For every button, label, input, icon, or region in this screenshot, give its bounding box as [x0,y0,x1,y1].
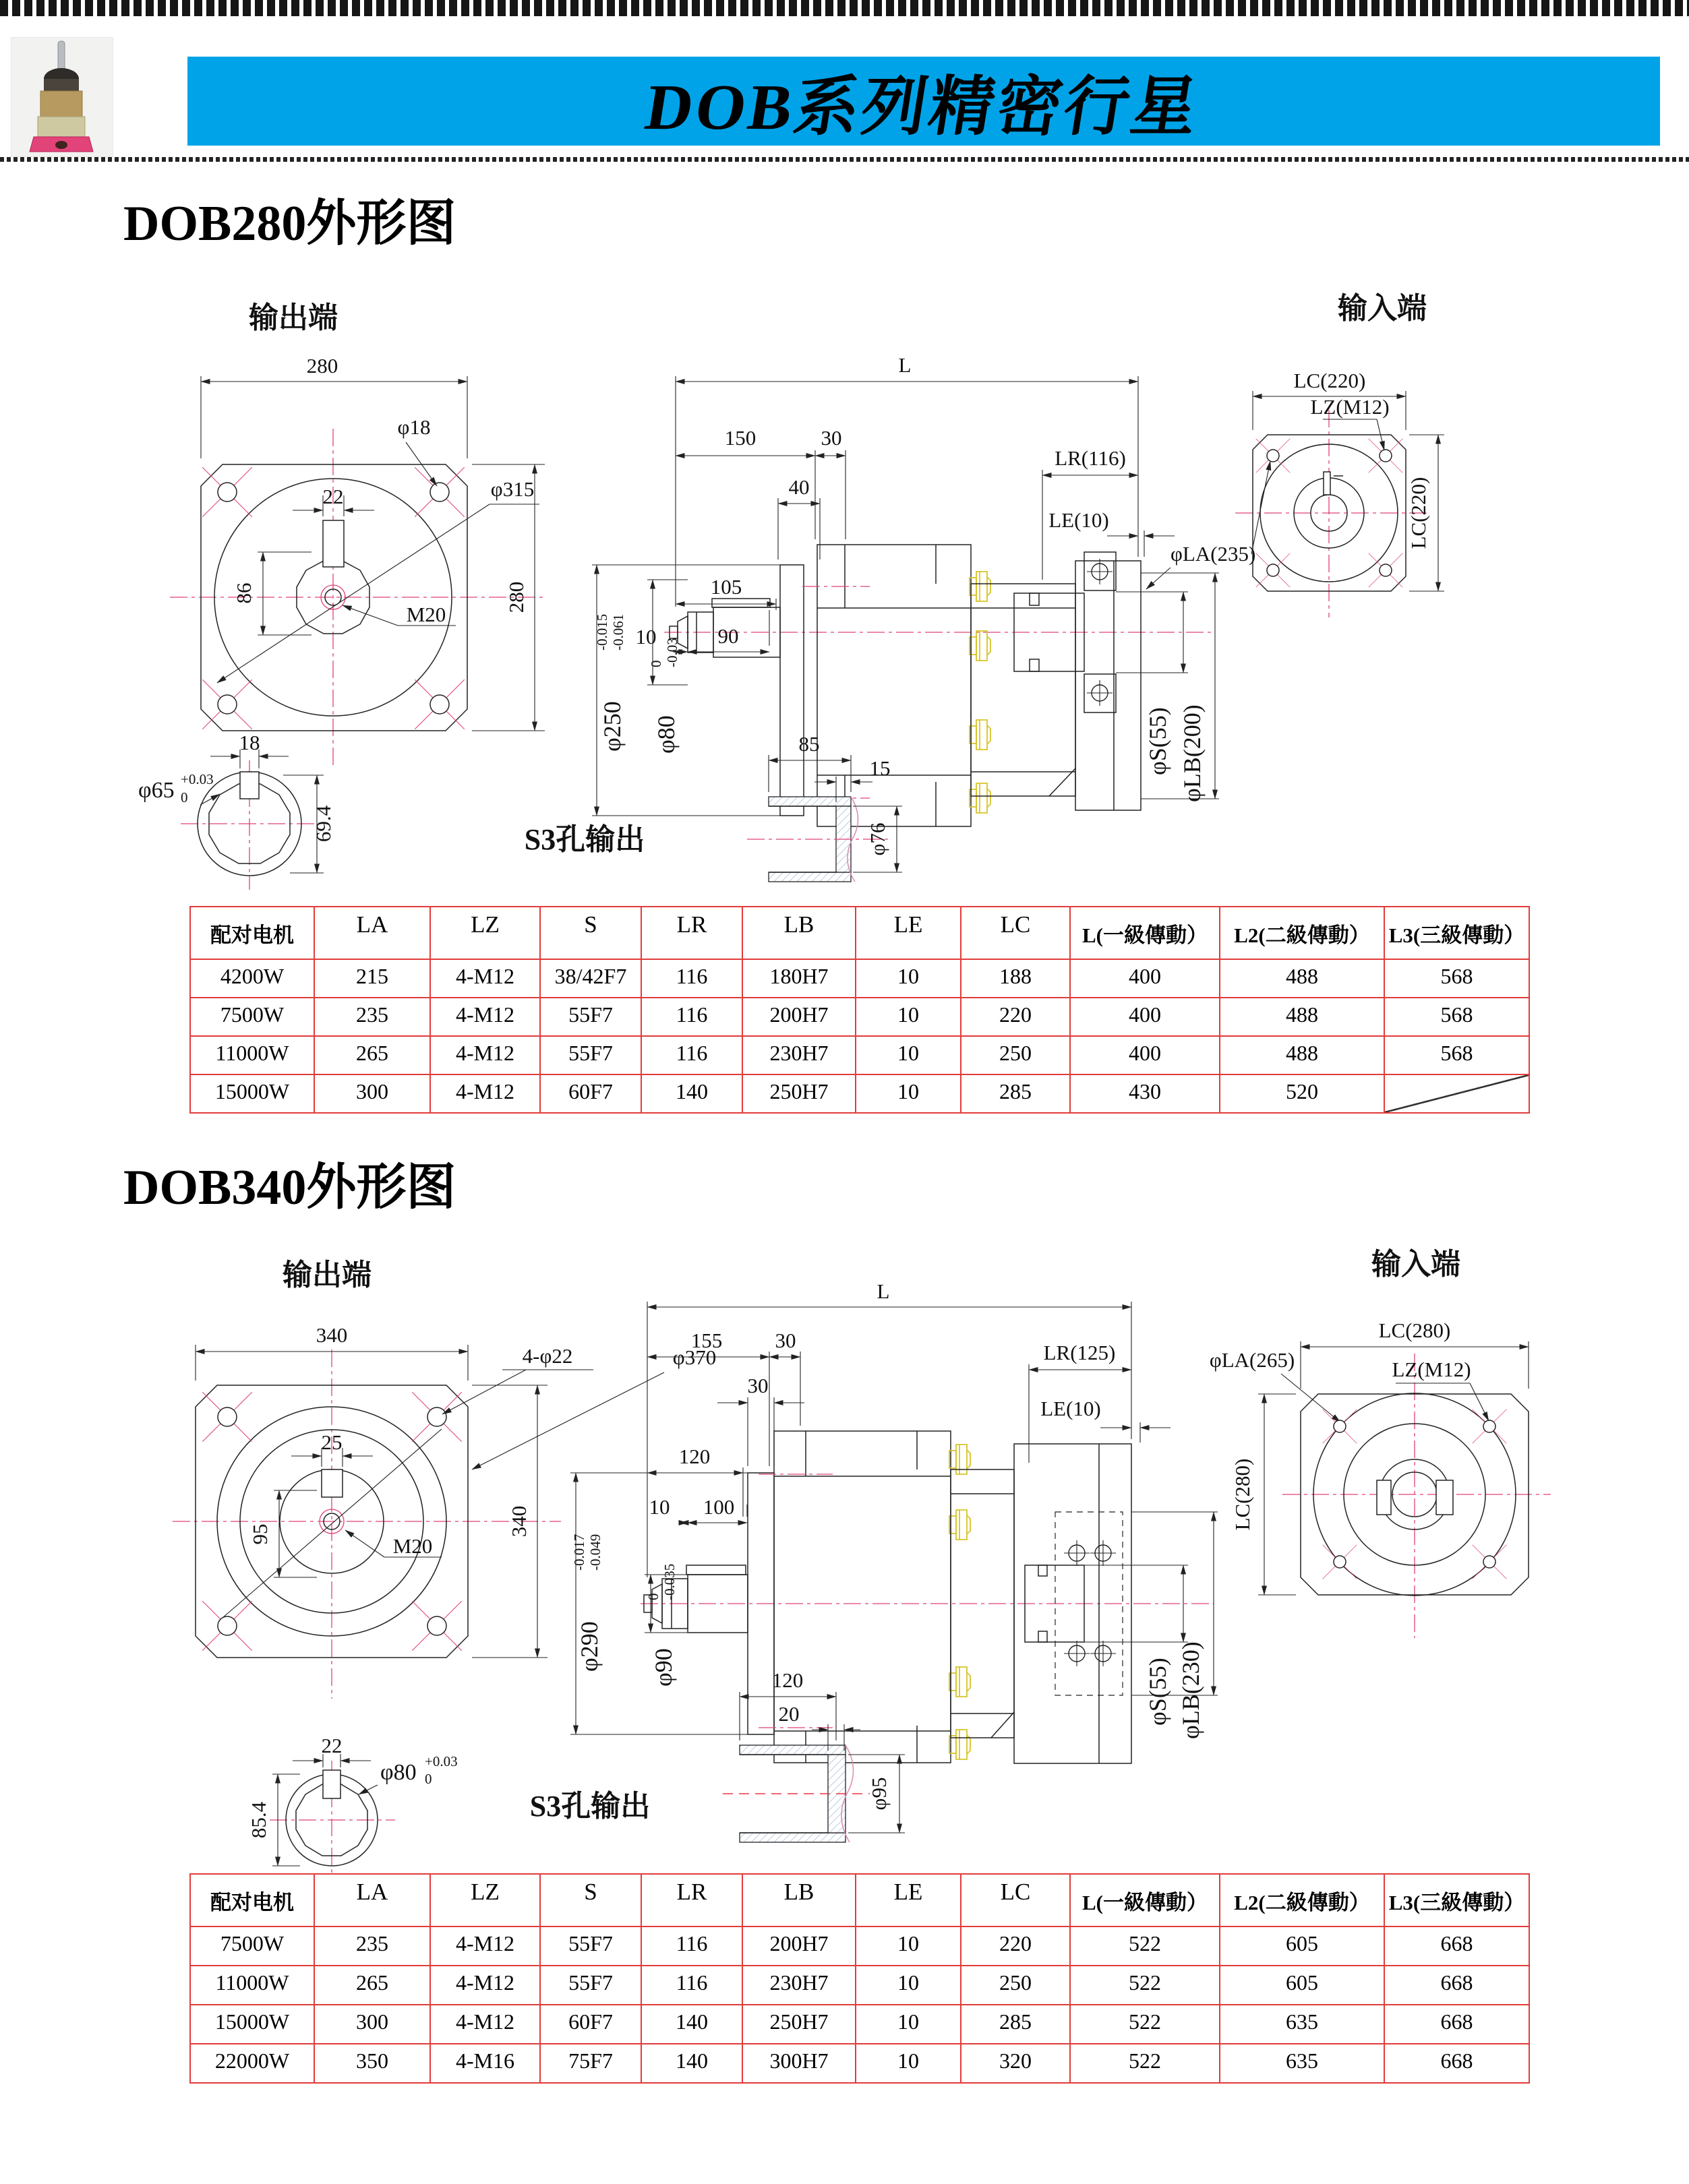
dim-label: 69.4 [312,805,335,843]
table-row [190,1927,1529,1966]
cell: 568 [1384,1036,1529,1074]
cell: 15000W [190,2005,314,2044]
cell: 10 [856,1036,961,1074]
dim-label: LC(280) [1378,1318,1451,1342]
cell: 522 [1070,1927,1220,1966]
dim-label: 280 [504,581,528,613]
cell: 568 [1384,959,1529,998]
cell: 522 [1070,2044,1220,2083]
cell: 235 [314,1927,430,1966]
cell: 522 [1070,2005,1220,2044]
col-header: LR [641,907,742,959]
dim-phiLB [1179,704,1206,802]
cell: 220 [961,1927,1070,1966]
cell: 140 [641,1074,742,1113]
dim-label: L [877,1279,890,1303]
dim-label: 85 [798,732,820,756]
dob340-spec-table [189,1873,1530,2084]
col-header: L3(三級傳動） [1384,907,1529,959]
svg-text:0: 0 [645,1593,661,1600]
table-row [190,959,1529,998]
cell: 116 [641,1036,742,1074]
col-header: LB [742,907,856,959]
dim-label: 105 [710,575,742,599]
col-header: L3(三級傳動） [1384,1874,1529,1927]
dob280-drawing [0,270,1689,905]
dob280-input-view [1235,369,1444,617]
cell: 522 [1070,1966,1220,2005]
cell: 605 [1220,1927,1384,1966]
cell: 75F7 [540,2044,641,2083]
dob280-input-end-label: 输入端 [1338,292,1427,325]
col-header: LZ [430,907,540,959]
col-header: LE [856,1874,961,1927]
cell: 235 [314,998,430,1036]
dim-label: 280 [306,354,338,377]
dim-label: LE(10) [1040,1397,1101,1420]
dim-label: 18 [239,731,260,754]
col-header: L(一級傳動） [1070,907,1220,959]
cell: 215 [314,959,430,998]
cell: 488 [1220,998,1384,1036]
cell: 320 [961,2044,1070,2083]
dim-phiS [1144,1658,1171,1726]
cell: 265 [314,1036,430,1074]
cell: 300 [314,1074,430,1113]
dim-label: φ370 [672,1345,717,1369]
cell: 188 [961,959,1070,998]
dim-tol: 0 [181,789,188,806]
cell: 300 [314,2005,430,2044]
cell: 4-M12 [430,2005,540,2044]
dim-label: φLA(235) [1171,542,1256,566]
col-header: LE [856,907,961,959]
cell: 7500W [190,1927,314,1966]
dim-label: 4-φ22 [522,1344,573,1368]
dob340-drawing [0,1234,1689,1874]
cell: 430 [1070,1074,1220,1113]
table-row [190,1966,1529,2005]
cell: 55F7 [540,1966,641,2005]
svg-text:-0.035: -0.035 [661,1563,678,1600]
dim-label: 150 [724,426,757,450]
dim-label: LZ(M12) [1310,395,1390,419]
dob280-s3-label: S3孔输出 [524,823,645,856]
table-header-row [190,1874,1529,1927]
cell: 488 [1220,959,1384,998]
cell: 668 [1384,2044,1529,2083]
dim-label: LC(220) [1406,477,1430,549]
svg-text:-0.017: -0.017 [571,1534,587,1571]
cell: 230H7 [742,1036,856,1074]
cell: 10 [856,1074,961,1113]
cell: 230H7 [742,1966,856,2005]
cell: 15000W [190,1074,314,1113]
dob280-output-end-label: 输出端 [249,301,338,334]
cell: 668 [1384,1927,1529,1966]
cell: 4-M12 [430,1966,540,2005]
dob280-bore-section [747,732,902,882]
cell: 250H7 [742,2005,856,2044]
cell: 11000W [190,1036,314,1074]
svg-text:φ250: φ250 [599,701,626,752]
dim-phi250 [594,614,626,752]
cell: 4200W [190,959,314,998]
dim-label: 15 [869,756,891,780]
cell: 140 [641,2044,742,2083]
product-photo [11,37,113,157]
dob280-front-view [170,354,545,768]
dim-label: LR(125) [1043,1341,1116,1364]
col-header: 配对电机 [190,1874,314,1927]
col-header: L2(二級傳動） [1220,907,1384,959]
cell: 4-M12 [430,998,540,1036]
cell: 4-M12 [430,959,540,998]
cell: 116 [641,998,742,1036]
col-header: LZ [430,1874,540,1927]
table-header-row [190,907,1529,959]
cell: 668 [1384,2005,1529,2044]
cell: 140 [641,2005,742,2044]
dim-label: 85.4 [247,1801,270,1839]
cell: 10 [856,1927,961,1966]
svg-text:φ290: φ290 [576,1621,603,1672]
dim-label: φ80 [380,1760,417,1785]
table-row [190,2044,1529,2083]
table-row [190,1036,1529,1074]
dim-label: 30 [775,1329,796,1352]
dim-label: 340 [316,1323,348,1347]
col-header: LB [742,1874,856,1927]
cell: 10 [856,998,961,1036]
dim-label: 10 [635,625,657,648]
cell: 60F7 [540,1074,641,1113]
cell: 55F7 [540,1036,641,1074]
dim-label: 90 [717,624,739,648]
dim-label: 95 [248,1523,272,1545]
dim-label: 22 [322,485,344,508]
col-header: LR [641,1874,742,1927]
cell: 220 [961,998,1070,1036]
dim-phi90 [645,1564,678,1687]
dotted-separator [0,157,1689,162]
cell: 300H7 [742,2044,856,2083]
table-row [190,2005,1529,2044]
dim-label: M20 [392,1534,433,1558]
dim-label: LC(220) [1293,369,1366,392]
dim-label: M20 [406,603,446,626]
dim-tol: +0.03 [425,1753,458,1769]
svg-text:φLB(230): φLB(230) [1177,1641,1204,1739]
dim-label: L [898,353,912,377]
cell: 668 [1384,1966,1529,2005]
dim-label: 86 [232,582,256,604]
dim-tol: +0.03 [181,771,214,787]
svg-text:-0.061: -0.061 [610,613,626,650]
cell: 7500W [190,998,314,1036]
cell: 635 [1220,2044,1384,2083]
dim-label: LR(116) [1055,446,1126,470]
dim-phiS [1144,707,1171,775]
svg-text:-0.03: -0.03 [664,638,680,667]
col-header: LC [961,1874,1070,1927]
cell: 116 [641,1927,742,1966]
dim-label: 30 [821,426,842,450]
cell: 605 [1220,1966,1384,2005]
col-header: LC [961,907,1070,959]
dim-phiLB [1177,1641,1204,1739]
cell: 4-M16 [430,2044,540,2083]
dim-label: 340 [507,1505,531,1538]
svg-text:-0.049: -0.049 [587,1534,603,1571]
cell: 4-M12 [430,1927,540,1966]
cell: 200H7 [742,998,856,1036]
dim-label: 22 [321,1734,343,1757]
cell: 285 [961,1074,1070,1113]
svg-text:φS(55): φS(55) [1144,1658,1171,1726]
dim-label: LE(10) [1048,508,1109,532]
cell: 400 [1070,998,1220,1036]
dim-label: LC(280) [1231,1458,1254,1531]
cell: 4-M12 [430,1074,540,1113]
col-header: L2(二級傳動） [1220,1874,1384,1927]
cell: 265 [314,1966,430,2005]
cell: 250 [961,1036,1070,1074]
cell: 200H7 [742,1927,856,1966]
dim-label: 120 [678,1445,711,1468]
dim-label: φ95 [867,1777,891,1811]
header-banner [187,57,1660,146]
svg-text:φ80: φ80 [653,715,680,754]
table-row [190,998,1529,1036]
cell: 55F7 [540,998,641,1036]
cell: 520 [1220,1074,1384,1113]
dim-label: 120 [771,1668,804,1692]
cell: 11000W [190,1966,314,2005]
cell: 568 [1384,998,1529,1036]
dim-label: φ76 [866,822,889,856]
cell: 250H7 [742,1074,856,1113]
dim-label: φ18 [397,415,431,439]
top-dashed-border [0,0,1689,16]
cell: 4-M12 [430,1036,540,1074]
dob280-side-view [592,353,1255,826]
svg-text:0: 0 [648,660,664,667]
table-row [190,1074,1529,1113]
cell-empty-diagonal [1384,1074,1529,1113]
dob280-title: DOB280外形图 [123,196,456,251]
cell: 10 [856,1966,961,2005]
dim-label: φ315 [490,477,535,501]
col-header: LA [314,907,430,959]
svg-text:-0.015: -0.015 [594,613,610,650]
cell: 60F7 [540,2005,641,2044]
cell: 350 [314,2044,430,2083]
dim-label: LZ(M12) [1392,1358,1471,1381]
svg-text:φS(55): φS(55) [1144,707,1171,775]
cell: 55F7 [540,1927,641,1966]
cell: 116 [641,1966,742,2005]
dim-label: φLA(265) [1209,1348,1295,1372]
cell: 10 [856,959,961,998]
dim-label: φ65 [138,778,175,803]
dob340-bore-section [723,1668,905,1842]
col-header: S [540,1874,641,1927]
dob280-spec-table [189,906,1530,1114]
cell: 285 [961,2005,1070,2044]
col-header: L(一級傳動） [1070,1874,1220,1927]
dim-label: 40 [788,475,810,499]
col-header: S [540,907,641,959]
svg-text:φLB(200): φLB(200) [1179,704,1206,802]
cell: 22000W [190,2044,314,2083]
dim-label: 155 [690,1329,723,1352]
cell: 635 [1220,2005,1384,2044]
cell: 180H7 [742,959,856,998]
dob340-front-view [173,1323,716,1699]
banner-title: DOB系列精密行星 [641,70,1206,143]
dim-label: 100 [703,1495,735,1519]
dim-label: 25 [321,1430,343,1454]
cell: 38/42F7 [540,959,641,998]
cell: 10 [856,2044,961,2083]
col-header: LA [314,1874,430,1927]
dob340-s3-label: S3孔输出 [529,1790,651,1823]
dob340-input-end-label: 输入端 [1371,1248,1460,1281]
cell: 488 [1220,1036,1384,1074]
col-header: 配对电机 [190,907,314,959]
dim-label: 30 [747,1374,769,1397]
dob340-shaft-section [247,1734,458,1874]
cell: 400 [1070,1036,1220,1074]
cell: 250 [961,1966,1070,2005]
dob280-shaft-section [138,731,335,890]
dob340-title: DOB340外形图 [123,1160,456,1215]
cell: 10 [856,2005,961,2044]
dim-label: 10 [649,1495,670,1519]
dim-tol: 0 [425,1771,432,1787]
dim-label: 20 [778,1702,800,1726]
dob340-output-end-label: 输出端 [283,1258,372,1292]
svg-text:φ90: φ90 [650,1648,677,1687]
cell: 116 [641,959,742,998]
cell: 400 [1070,959,1220,998]
